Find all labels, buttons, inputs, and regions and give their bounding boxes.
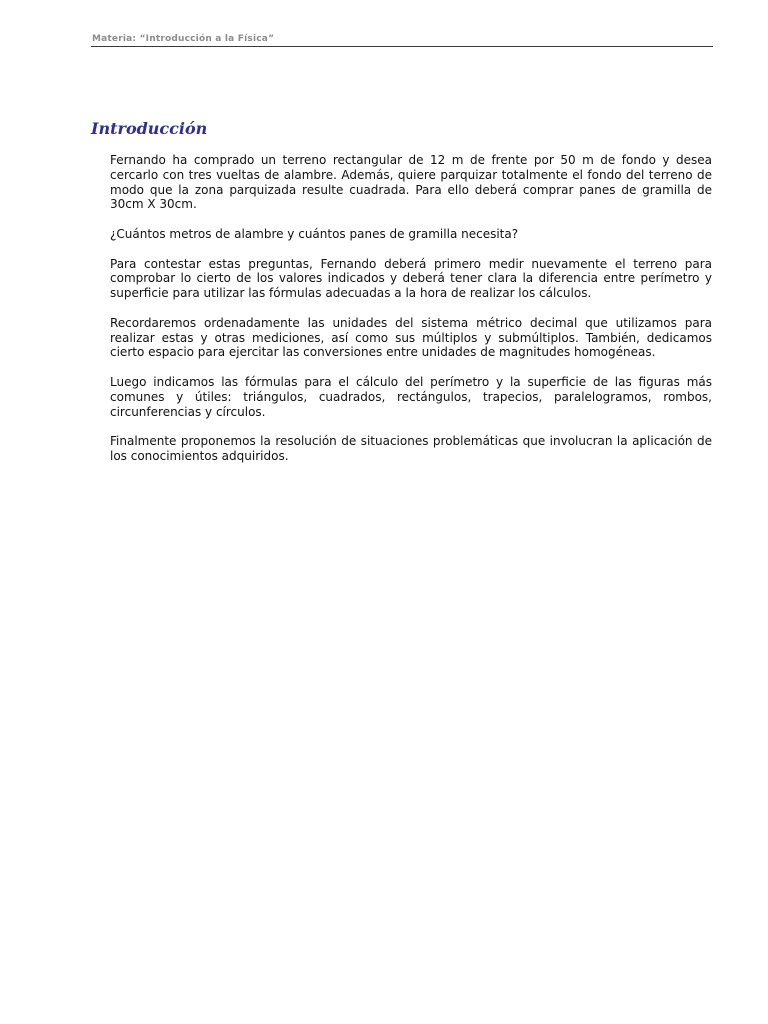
paragraph-conclusion: Finalmente proponemos la resolución de situaciones problemáticas que involucran la aplicación de los conocimientos adquiridos.	[110, 434, 712, 463]
paragraph-approach: Para contestar estas preguntas, Fernando deberá primero medir nuevamente el terreno para comprobar lo cierto de los valores indicados y deberá tener clara la diferencia entre perímetro y superficie para utilizar las fórmulas adecuadas a la hora de realizar los cálculos.	[110, 256, 712, 301]
paragraph-question: ¿Cuántos metros de alambre y cuántos panes de gramilla necesita?	[110, 226, 519, 241]
section-title: Introducción	[91, 119, 208, 138]
paragraph-problem-statement: Fernando ha comprado un terreno rectangular de 12 m de frente por 50 m de fondo y desea cercarlo con tres vueltas de alambre. Además, quiere parquizar totalmente el fondo del terreno de modo que la zona parquizada resulte cuadrada. Para ello deberá comprar panes de gramilla de 30cm X 30cm.	[110, 153, 712, 212]
paragraph-formulas: Luego indicamos las fórmulas para el cálculo del perímetro y la superficie de las figuras más comunes y útiles: triángulos, cuadrados, rectángulos, trapecios, paralelogramos, rombos, circunferencias y círculos.	[110, 374, 712, 419]
page-header-subject: Materia: “Introducción a la Física”	[92, 34, 275, 44]
header-divider	[91, 46, 713, 47]
paragraph-units: Recordaremos ordenadamente las unidades del sistema métrico decimal que utilizamos para realizar estas y otras mediciones, así como sus múltiplos y submúltiplos. También, dedicamos cierto espacio para ejercitar las conversiones entre unidades de magnitudes homogéneas.	[110, 315, 712, 360]
section-body	[110, 153, 712, 479]
